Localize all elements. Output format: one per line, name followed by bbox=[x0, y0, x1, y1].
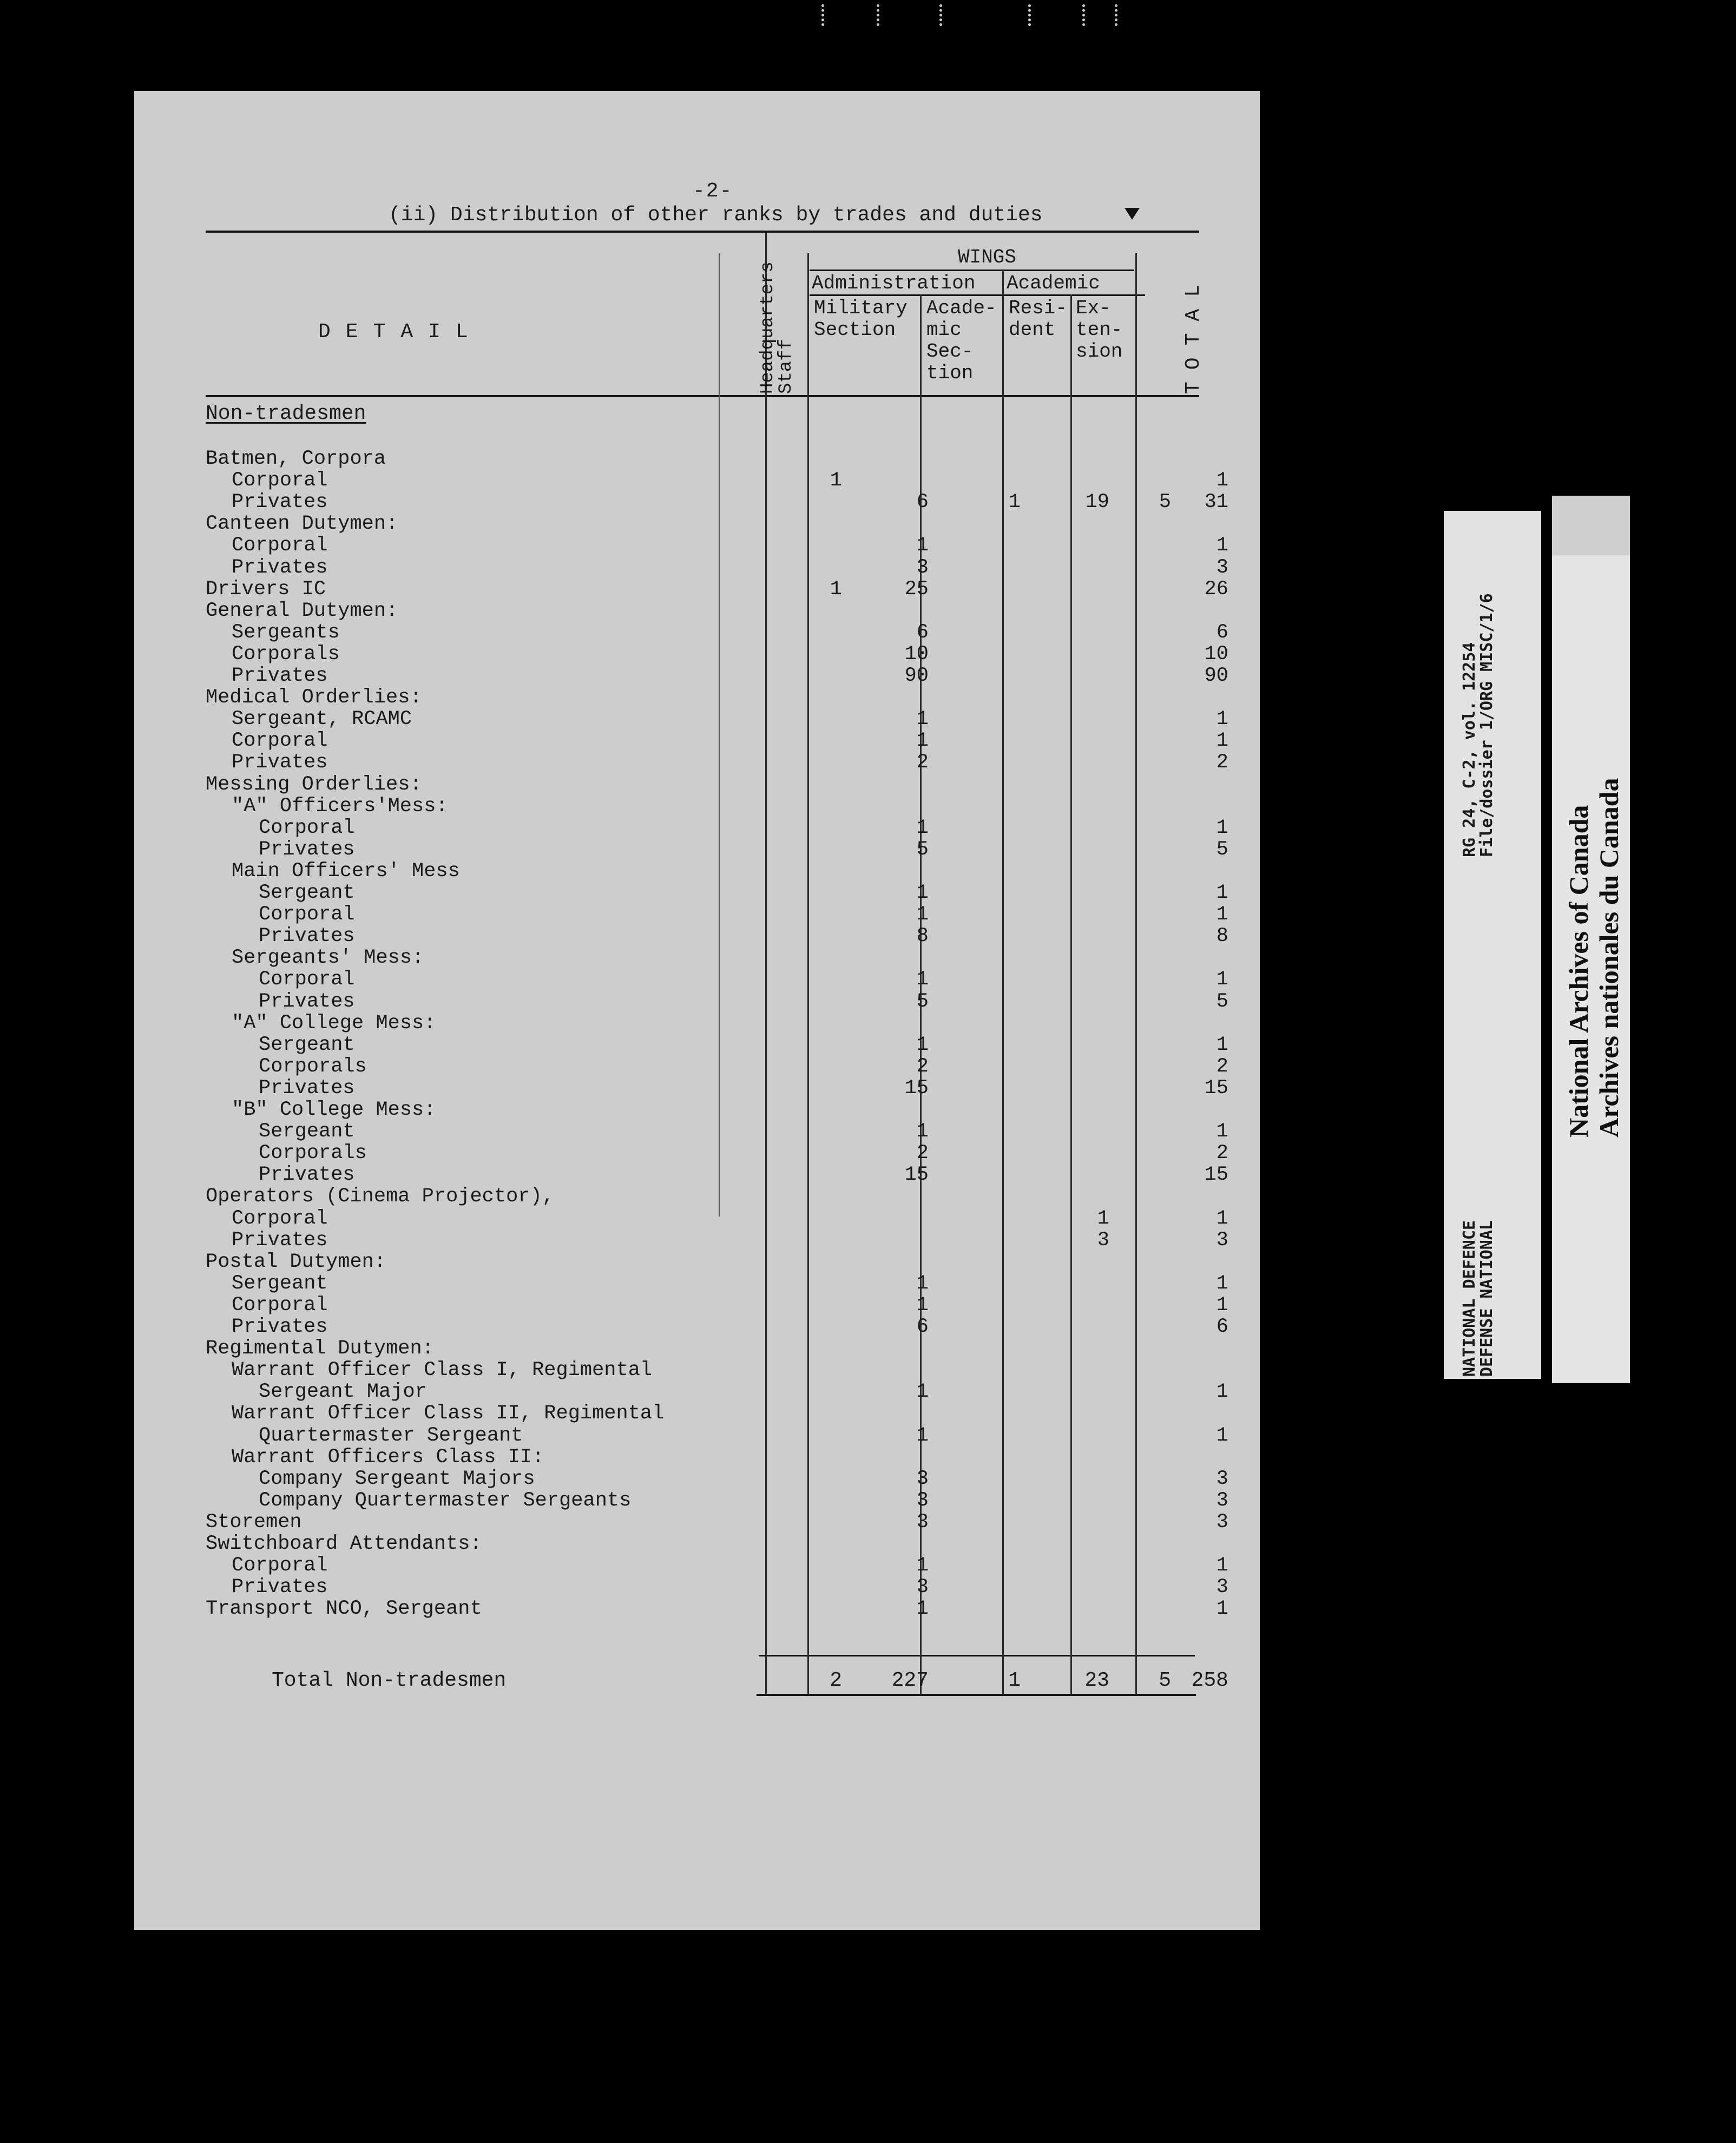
table-row bbox=[134, 730, 1260, 752]
row-label: Batmen, Corpora bbox=[206, 448, 386, 470]
row-label: Warrant Officer Class I, Regimental bbox=[232, 1359, 653, 1382]
cell-tot: 1 bbox=[1216, 1294, 1228, 1317]
archives-stamp-label bbox=[1552, 496, 1630, 1383]
table-row bbox=[134, 1186, 1260, 1207]
table-row bbox=[134, 1034, 1260, 1056]
table-row bbox=[134, 1142, 1260, 1164]
table-row bbox=[134, 1251, 1260, 1273]
cell-mil: 1 bbox=[916, 1598, 929, 1620]
table-row bbox=[134, 513, 1260, 535]
table-row bbox=[134, 947, 1260, 969]
row-label: Privates bbox=[259, 1163, 355, 1186]
cell-mil: 1 bbox=[916, 1120, 929, 1143]
cell-mil: 1 bbox=[916, 882, 929, 904]
row-label: Privates bbox=[232, 1229, 328, 1252]
table-row bbox=[134, 643, 1260, 665]
cell-tot: 3 bbox=[1216, 556, 1228, 579]
table-row bbox=[134, 1294, 1260, 1316]
table-row bbox=[134, 860, 1260, 882]
military-section-header: Military Section bbox=[814, 297, 908, 341]
totals-extension: 5 bbox=[1159, 1669, 1171, 1692]
row-label: Warrant Officer Class II, Regimental bbox=[232, 1402, 665, 1425]
row-label: Sergeants bbox=[232, 621, 340, 644]
wings-header: WINGS bbox=[958, 246, 1017, 268]
row-label: Privates bbox=[232, 751, 328, 774]
cell-mil: 6 bbox=[916, 1316, 929, 1338]
cell-mil: 1 bbox=[916, 817, 929, 839]
totals-total: 258 bbox=[1191, 1669, 1228, 1692]
row-label: Medical Orderlies: bbox=[206, 686, 422, 709]
table-row bbox=[134, 600, 1260, 622]
row-label: Corporals bbox=[232, 643, 340, 666]
table-row bbox=[134, 1316, 1260, 1338]
archive-reference-label bbox=[1444, 511, 1541, 1379]
totals-military: 227 bbox=[891, 1669, 929, 1692]
cell-mil: 3 bbox=[916, 556, 929, 579]
cell-mil: 10 bbox=[904, 643, 929, 666]
row-label: Regimental Dutymen: bbox=[206, 1337, 434, 1360]
row-label: Sergeant bbox=[232, 1272, 328, 1295]
cell-mil: 1 bbox=[916, 968, 929, 991]
table-row bbox=[134, 796, 1260, 817]
table-row bbox=[134, 1425, 1260, 1447]
table-row bbox=[134, 1490, 1260, 1511]
cell-mil: 25 bbox=[904, 578, 929, 601]
table-row bbox=[134, 1555, 1260, 1576]
table-row bbox=[134, 1447, 1260, 1468]
cell-mil: 2 bbox=[916, 751, 929, 774]
cell-tot: 6 bbox=[1216, 621, 1228, 644]
table-row bbox=[134, 448, 1260, 470]
row-label: Corporal bbox=[232, 729, 328, 752]
row-label: Storemen bbox=[206, 1511, 302, 1534]
table-row bbox=[134, 1359, 1260, 1381]
row-label: Privates bbox=[232, 1576, 328, 1599]
cell-tot: 31 bbox=[1204, 491, 1228, 514]
cell-tot: 1 bbox=[1216, 968, 1228, 991]
total-bottom-rule bbox=[757, 1694, 1196, 1696]
table-row bbox=[134, 1164, 1260, 1186]
total-top-rule bbox=[759, 1655, 1195, 1656]
cell-tot: 1 bbox=[1216, 708, 1228, 731]
archives-name-en: National Archives of Canada bbox=[1563, 805, 1594, 1138]
arrow-down-icon bbox=[1125, 208, 1140, 220]
cell-mil: 1 bbox=[916, 534, 929, 557]
wings-rule bbox=[810, 269, 1134, 271]
table-row bbox=[134, 1273, 1260, 1294]
cell-mil: 5 bbox=[916, 990, 929, 1013]
row-label: "A" Officers'Mess: bbox=[232, 795, 448, 818]
row-label: Main Officers' Mess bbox=[232, 860, 460, 883]
cell-hq: 1 bbox=[830, 578, 842, 601]
table-row bbox=[134, 535, 1260, 556]
row-label: Company Quartermaster Sergeants bbox=[259, 1489, 632, 1512]
cell-mil: 1 bbox=[916, 1034, 929, 1056]
row-label: Canteen Dutymen: bbox=[206, 512, 398, 535]
cell-mil: 1 bbox=[916, 729, 929, 752]
cell-mil: 6 bbox=[916, 621, 929, 644]
row-label: Warrant Officers Class II: bbox=[232, 1446, 544, 1469]
row-label: Transport NCO, Sergeant bbox=[206, 1598, 482, 1620]
cell-mil: 1 bbox=[916, 1424, 929, 1447]
cell-mil: 6 bbox=[916, 491, 929, 514]
extension-header: Ex- ten- sion bbox=[1076, 297, 1123, 363]
cell-mil: 1 bbox=[916, 708, 929, 731]
row-label: "A" College Mess: bbox=[232, 1012, 436, 1035]
cell-tot: 8 bbox=[1216, 925, 1228, 948]
totals-label: Total Non-tradesmen bbox=[272, 1669, 507, 1692]
row-label: Sergeant bbox=[259, 1120, 355, 1143]
table-row bbox=[134, 1468, 1260, 1490]
cell-tot: 1 bbox=[1216, 817, 1228, 839]
row-label: Corporal bbox=[259, 903, 355, 926]
cell-mil: 1 bbox=[916, 903, 929, 926]
row-label: Sergeant, RCAMC bbox=[232, 708, 412, 731]
cell-tot: 15 bbox=[1204, 1163, 1228, 1186]
administration-header: Administration bbox=[812, 272, 976, 294]
subgroup-rule bbox=[810, 294, 1145, 296]
cell-tot: 1 bbox=[1216, 534, 1228, 557]
headquarters-staff-header: Headquarters Staff bbox=[758, 261, 797, 394]
row-label: Privates bbox=[259, 1077, 355, 1100]
table-row bbox=[134, 1013, 1260, 1034]
table-row bbox=[134, 622, 1260, 643]
table-row bbox=[134, 1121, 1260, 1142]
row-label: Corporal bbox=[232, 1294, 328, 1317]
cell-acad: 1 bbox=[1008, 491, 1021, 514]
dept-line-2: DEFENSE NATIONAL bbox=[1477, 1220, 1496, 1377]
cell-tot: 2 bbox=[1216, 1055, 1228, 1078]
table-row bbox=[134, 752, 1260, 773]
cell-tot: 1 bbox=[1216, 1424, 1228, 1447]
page-number: -2- bbox=[693, 180, 733, 203]
row-label: Privates bbox=[232, 1316, 328, 1338]
cell-tot: 3 bbox=[1216, 1511, 1228, 1534]
table-row bbox=[134, 557, 1260, 579]
table-row bbox=[134, 665, 1260, 687]
cell-tot: 1 bbox=[1216, 1207, 1228, 1230]
dept-line-1: NATIONAL DEFENCE bbox=[1460, 1220, 1479, 1377]
cell-mil: 1 bbox=[916, 1294, 929, 1317]
cell-mil: 3 bbox=[916, 1468, 929, 1490]
table-row bbox=[134, 708, 1260, 730]
cell-hq: 1 bbox=[830, 469, 842, 492]
table-row bbox=[134, 1338, 1260, 1359]
cell-tot: 1 bbox=[1216, 1381, 1228, 1403]
cell-mil: 5 bbox=[916, 838, 929, 861]
document-page bbox=[134, 91, 1260, 1930]
table-row bbox=[134, 817, 1260, 839]
row-label: Corporal bbox=[232, 1207, 328, 1230]
table-row bbox=[134, 1533, 1260, 1555]
row-label: Privates bbox=[232, 491, 328, 514]
table-row bbox=[134, 991, 1260, 1013]
row-label: Corporal bbox=[259, 817, 355, 839]
cell-res: 3 bbox=[1097, 1229, 1109, 1252]
archives-name-fr: Archives nationales du Canada bbox=[1594, 778, 1624, 1138]
row-label: Corporals bbox=[259, 1142, 367, 1165]
cell-mil: 1 bbox=[916, 1554, 929, 1577]
row-label: Corporal bbox=[259, 968, 355, 991]
table-row bbox=[134, 579, 1260, 600]
page-title: (ii) Distribution of other ranks by trades and duties bbox=[389, 203, 1043, 227]
row-label: Company Sergeant Majors bbox=[259, 1468, 535, 1490]
table-row bbox=[134, 1099, 1260, 1121]
film-edge-marks bbox=[812, 0, 1158, 32]
cell-tot: 1 bbox=[1216, 903, 1228, 926]
row-label: Operators (Cinema Projector), bbox=[206, 1185, 554, 1208]
cell-tot: 1 bbox=[1216, 1034, 1228, 1056]
cell-tot: 90 bbox=[1204, 665, 1228, 687]
table-row bbox=[134, 882, 1260, 904]
table-row bbox=[134, 925, 1260, 947]
cell-mil: 2 bbox=[916, 1055, 929, 1078]
cell-tot: 3 bbox=[1216, 1489, 1228, 1512]
row-label: Sergeant bbox=[259, 882, 355, 904]
row-label: Sergeant bbox=[259, 1034, 355, 1056]
row-label: Switchboard Attendants: bbox=[206, 1533, 482, 1555]
row-label: Sergeant Major bbox=[259, 1381, 427, 1403]
row-label: Sergeants' Mess: bbox=[232, 946, 424, 969]
row-label: Drivers IC bbox=[206, 578, 326, 601]
cell-mil: 15 bbox=[904, 1077, 929, 1100]
table-row bbox=[134, 774, 1260, 796]
cell-mil: 15 bbox=[904, 1163, 929, 1186]
totals-academic-section: 1 bbox=[1008, 1669, 1021, 1692]
cell-mil: 3 bbox=[916, 1489, 929, 1512]
total-header: TOTAL bbox=[1182, 272, 1205, 394]
cell-mil: 90 bbox=[904, 665, 929, 687]
cell-ext: 5 bbox=[1159, 491, 1171, 514]
table-row bbox=[134, 1381, 1260, 1403]
cell-mil: 8 bbox=[916, 925, 929, 948]
cell-mil: 2 bbox=[916, 1142, 929, 1165]
table-row bbox=[134, 470, 1260, 491]
table-row bbox=[134, 687, 1260, 708]
row-label: Corporals bbox=[259, 1055, 367, 1078]
cell-mil: 1 bbox=[916, 1272, 929, 1295]
cell-tot: 6 bbox=[1216, 1316, 1228, 1338]
table-row bbox=[134, 1576, 1260, 1598]
cell-mil: 1 bbox=[916, 1381, 929, 1403]
cell-res: 19 bbox=[1085, 491, 1109, 514]
table-row bbox=[134, 1056, 1260, 1077]
row-label: Privates bbox=[259, 925, 355, 948]
cell-tot: 10 bbox=[1204, 643, 1228, 666]
cell-tot: 1 bbox=[1216, 1272, 1228, 1295]
table-row bbox=[134, 1403, 1260, 1424]
cell-mil: 3 bbox=[916, 1576, 929, 1599]
table-row bbox=[134, 1511, 1260, 1533]
cell-tot: 1 bbox=[1216, 882, 1228, 904]
totals-resident: 23 bbox=[1084, 1669, 1109, 1692]
detail-header: DETAIL bbox=[318, 320, 483, 344]
table-row bbox=[134, 1208, 1260, 1230]
cell-tot: 3 bbox=[1216, 1468, 1228, 1490]
section-title: Non-tradesmen bbox=[206, 402, 366, 425]
row-label: Privates bbox=[232, 556, 328, 579]
cell-tot: 2 bbox=[1216, 1142, 1228, 1165]
cell-tot: 1 bbox=[1216, 729, 1228, 752]
cell-tot: 2 bbox=[1216, 751, 1228, 774]
title-rule bbox=[206, 231, 1199, 233]
cell-tot: 1 bbox=[1216, 1598, 1228, 1620]
ref-line-1: RG 24, C-2, vol. 12254 bbox=[1460, 642, 1479, 857]
resident-header: Resi- dent bbox=[1009, 297, 1068, 341]
academic-header: Academic bbox=[1007, 272, 1100, 294]
row-label: "B" College Mess: bbox=[232, 1099, 436, 1121]
totals-hq: 2 bbox=[830, 1669, 842, 1692]
cell-tot: 1 bbox=[1216, 1120, 1228, 1143]
table-row bbox=[134, 839, 1260, 860]
table-row bbox=[134, 969, 1260, 990]
cell-tot: 5 bbox=[1216, 838, 1228, 861]
row-label: Quartermaster Sergeant bbox=[259, 1424, 523, 1447]
cell-tot: 3 bbox=[1216, 1576, 1228, 1599]
row-label: Corporal bbox=[232, 469, 328, 492]
cell-tot: 1 bbox=[1216, 469, 1228, 492]
cell-mil: 3 bbox=[916, 1511, 929, 1534]
cell-tot: 5 bbox=[1216, 990, 1228, 1013]
table-row bbox=[134, 1077, 1260, 1099]
row-label: Corporal bbox=[232, 1554, 328, 1577]
row-label: Messing Orderlies: bbox=[206, 773, 422, 796]
ref-line-2: File/dossier 1/ORG MISC/1/6 bbox=[1477, 593, 1496, 857]
cell-tot: 1 bbox=[1216, 1554, 1228, 1577]
row-label: Privates bbox=[232, 665, 328, 687]
totals-row bbox=[134, 1669, 1260, 1693]
table-row bbox=[134, 491, 1260, 513]
row-label: Corporal bbox=[232, 534, 328, 557]
row-label: Privates bbox=[259, 838, 355, 861]
cell-tot: 26 bbox=[1204, 578, 1228, 601]
cell-tot: 3 bbox=[1216, 1229, 1228, 1252]
table-row bbox=[134, 904, 1260, 925]
table-row bbox=[134, 1598, 1260, 1620]
cell-tot: 15 bbox=[1204, 1077, 1228, 1100]
table-row bbox=[134, 1230, 1260, 1251]
academic-section-header: Acade- mic Sec- tion bbox=[926, 297, 997, 384]
row-label: Postal Dutymen: bbox=[206, 1251, 386, 1273]
cell-res: 1 bbox=[1097, 1207, 1109, 1230]
row-label: General Dutymen: bbox=[206, 600, 398, 622]
row-label: Privates bbox=[259, 990, 355, 1013]
header-rule bbox=[206, 395, 1199, 397]
